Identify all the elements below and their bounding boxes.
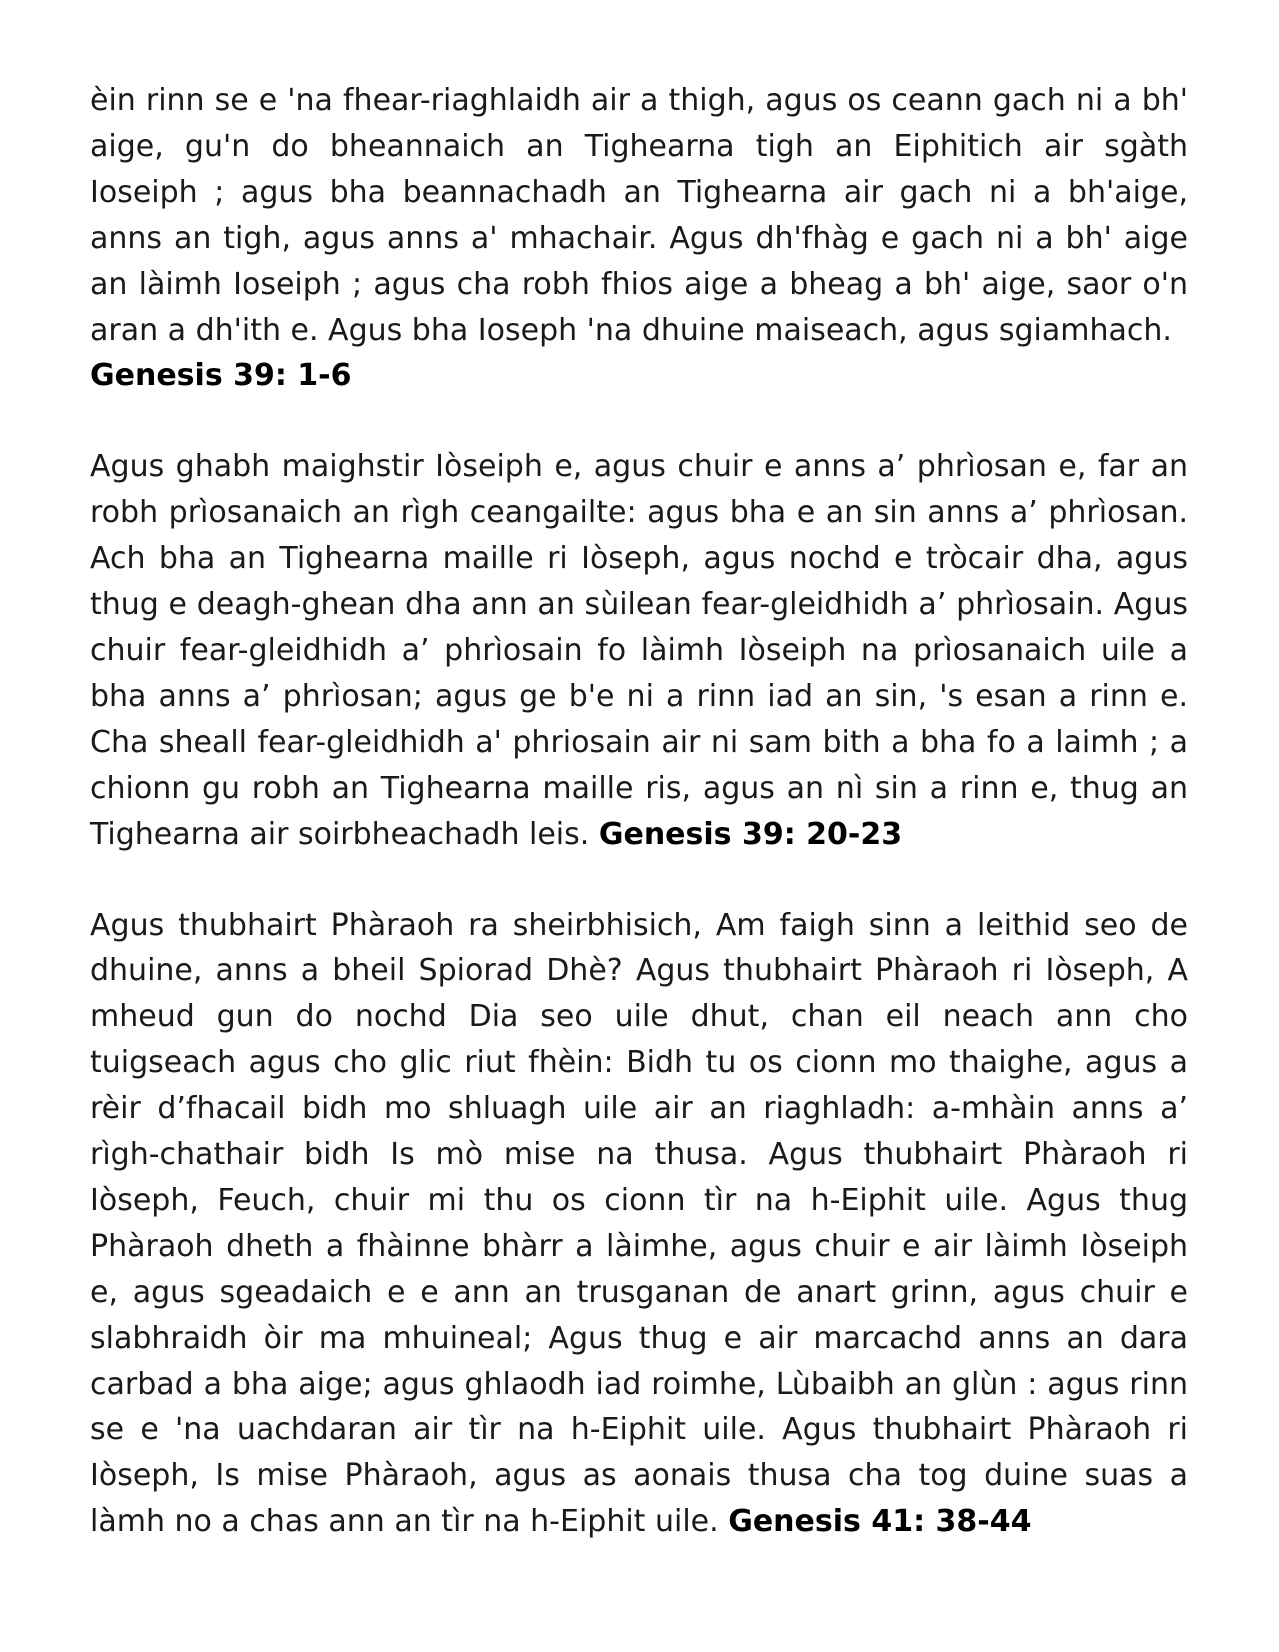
scripture-reference: Genesis 39: 1-6 — [90, 358, 352, 394]
passage-genesis-39-1-6 — [90, 78, 1188, 399]
scripture-reference: Genesis 41: 38-44 — [728, 1504, 1032, 1540]
passage-genesis-39-20-23 — [90, 444, 1188, 857]
passage-text: Agus ghabh maighstir Iòseiph e, agus chuir e anns a’ phrìosan e, far an robh prìosanaich an rìgh ceangailte: agus bha e an sin anns a’ phrìosan. Ach bha an Tighearna maille ri Iòseph, agus nochd e tròcair dha, agus thug e deagh-ghean dha ann an sùilean fear-gleidhidh a’ phrìosain. Agus chuir fear-gleidhidh a’ phrìosain fo làimh Iòseiph na prìosanaich uile a bha anns a’ phrìosan; agus ge b'e ni a rinn iad an sin, 's esan a rinn e. Cha sheall fear-gleidhidh a' phriosain air ni sam bith a bha fo a laimh ; a chionn gu robh an Tighearna maille ris, agus an nì sin a rinn e, thug an Tighearna air soirbheachadh leis. — [90, 449, 1188, 852]
passage-text: èin rinn se e 'na fhear-riaghlaidh air a thigh, agus os ceann gach ni a bh' aige, gu'n do bheannaich an Tighearna tigh an Eiphitich air sgàth Ioseiph ; agus bha beannachadh an Tighearna air gach ni a bh'aige, anns an tigh, agus anns a' mhachair. Agus dh'fhàg e gach ni a bh' aige an làimh Ioseiph ; agus cha robh fhios aige a bheag a bh' aige, saor o'n aran a dh'ith e. Agus bha Ioseph 'na dhuine maiseach, agus sgiamhach. — [90, 83, 1188, 348]
document-page — [90, 78, 1188, 1590]
scripture-reference: Genesis 39: 20-23 — [598, 816, 903, 852]
passage-text: Agus thubhairt Phàraoh ra sheirbhisich, Am faigh sinn a leithid seo de dhuine, anns a bheil Spiorad Dhè? Agus thubhairt Phàraoh ri Iòseph, A mheud gun do nochd Dia seo uile dhut, chan eil neach ann cho tuigseach agus cho glic riut fhèin: Bidh tu os cionn mo thaighe, agus a rèir d’fhacail bidh mo shluagh uile air an riaghladh: a-mhàin anns a’ rìgh-chathair bidh Is mò mise na thusa. Agus thubhairt Phàraoh ri Iòseph, Feuch, chuir mi thu os cionn tìr na h-Eiphit uile. Agus thug Phàraoh dheth a fhàinne bhàrr a làimhe, agus chuir e air làimh Iòseiph e, agus sgeadaich e e ann an trusganan de anart grinn, agus chuir e slabhraidh òir ma mhuineal; Agus thug e air marcachd anns an dara carbad a bha aige; agus ghlaodh iad roimhe, Lùbaibh an glùn : agus rinn se e 'na uachdaran air tìr na h-Eiphit uile. Agus thubhairt Phàraoh ri Iòseph, Is mise Phàraoh, agus as aonais thusa cha tog duine suas a làmh no a chas ann an tìr na h-Eiphit uile. — [90, 907, 1188, 1540]
passage-genesis-41-38-44 — [90, 903, 1188, 1546]
